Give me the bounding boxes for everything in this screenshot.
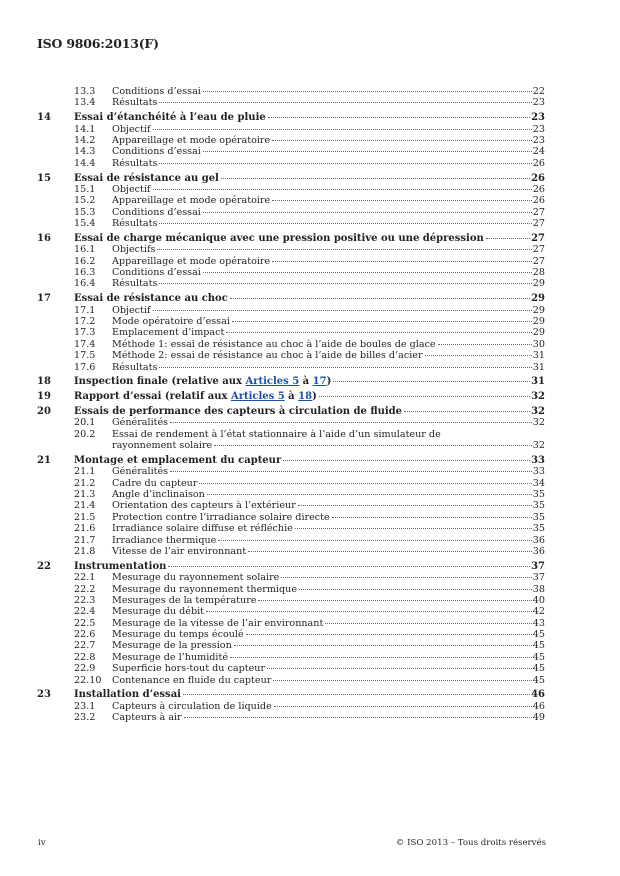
toc-entry-18[interactable] <box>37 376 545 387</box>
toc-entry-number: 22 <box>37 560 51 572</box>
dot-leader <box>159 283 531 284</box>
dot-leader <box>159 223 531 224</box>
dot-leader <box>203 272 532 273</box>
toc-entry-title: Mode opératoire d’essai <box>112 315 230 327</box>
toc-entry-page: 32 <box>532 417 545 429</box>
toc-entry-page: 36 <box>532 534 545 546</box>
toc-entry-number: 17.2 <box>74 315 96 327</box>
toc-entry-title: Mesurage du rayonnement thermique <box>112 583 298 595</box>
toc-entry-22-3[interactable] <box>37 595 545 606</box>
dot-leader <box>234 645 532 646</box>
toc-entry-number: 23.2 <box>74 712 96 724</box>
table-of-contents <box>37 86 545 724</box>
toc-entry-page: 29 <box>532 327 545 339</box>
toc-entry-16-2[interactable] <box>37 256 545 267</box>
toc-entry-page: 29 <box>531 293 545 305</box>
dot-leader <box>183 694 530 695</box>
toc-entry-14-3[interactable] <box>37 146 545 157</box>
dot-leader <box>267 668 532 669</box>
toc-entry-number: 22.1 <box>74 572 96 584</box>
toc-entry-title: Conditions d’essai <box>112 146 201 158</box>
toc-entry-page: 27 <box>531 232 545 244</box>
toc-entry-page: 32 <box>531 405 545 417</box>
toc-entry-number: 15 <box>37 172 51 184</box>
dot-leader <box>230 298 530 299</box>
dot-leader <box>153 310 532 311</box>
dot-leader <box>157 249 531 250</box>
dot-leader <box>273 680 531 681</box>
dot-leader <box>248 551 532 552</box>
toc-entry-22-6[interactable] <box>37 629 545 640</box>
toc-entry-13-4[interactable] <box>37 97 545 108</box>
toc-entry-page: 26 <box>532 195 545 207</box>
dot-leader <box>283 460 530 461</box>
toc-entry-15-4[interactable] <box>37 218 545 229</box>
toc-entry-22-2[interactable] <box>37 584 545 595</box>
toc-entry-19[interactable] <box>37 391 545 402</box>
link-article-18[interactable]: 18 <box>298 391 313 403</box>
toc-entry-17-3[interactable] <box>37 327 545 338</box>
link-article-5[interactable]: Articles 5 <box>230 391 285 403</box>
toc-entry-page: 27 <box>532 244 545 256</box>
toc-entry-page: 22 <box>532 86 545 97</box>
toc-entry-22-4[interactable] <box>37 606 545 617</box>
toc-entry-number: 22.9 <box>74 663 96 675</box>
toc-entry-number: 22.4 <box>74 606 96 618</box>
dot-leader <box>295 528 532 529</box>
toc-entry-page: 23 <box>532 134 545 146</box>
toc-entry-page: 45 <box>532 640 545 652</box>
dot-leader <box>332 517 532 518</box>
toc-entry-page: 45 <box>532 663 545 675</box>
toc-entry-title: Emplacement d’impact <box>112 327 225 339</box>
toc-entry-page: 31 <box>531 376 545 388</box>
dot-leader <box>486 238 530 239</box>
dot-leader <box>206 611 532 612</box>
toc-entry-21-7[interactable] <box>37 535 545 546</box>
dot-leader <box>232 321 532 322</box>
dot-leader <box>425 355 532 356</box>
toc-entry-title: Mesurage du rayonnement solaire <box>112 572 280 584</box>
dot-leader <box>404 411 530 412</box>
toc-entry-title: Mesurage de la vitesse de l’air environnant <box>112 617 324 629</box>
toc-entry-21-6[interactable] <box>37 523 545 534</box>
toc-entry-title-line1: Essai de rendement à l’état stationnaire à l’aide d’un simulateur de <box>112 428 441 440</box>
toc-entry-21-4[interactable] <box>37 500 545 511</box>
dot-leader <box>214 445 532 446</box>
toc-entry-title-line2: rayonnement solaire <box>112 440 213 452</box>
toc-entry-number: 17 <box>37 293 51 305</box>
toc-entry-title: Mesurage du débit <box>112 606 205 618</box>
toc-entry-number: 17.6 <box>74 361 96 373</box>
toc-entry-title: Résultats <box>112 278 158 290</box>
toc-entry-14[interactable] <box>37 112 545 123</box>
toc-entry-page: 29 <box>532 304 545 316</box>
toc-entry-21-2[interactable] <box>37 478 545 489</box>
dot-leader <box>246 634 532 635</box>
toc-entry-title: Appareillage et mode opératoire <box>112 134 271 146</box>
toc-entry-number: 23 <box>37 689 51 701</box>
toc-entry-number: 21.4 <box>74 500 96 512</box>
dot-leader <box>153 129 532 130</box>
toc-entry-page: 31 <box>532 350 545 362</box>
dot-leader <box>325 623 531 624</box>
toc-entry-number: 15.2 <box>74 195 96 207</box>
toc-entry-page: 45 <box>532 674 545 686</box>
toc-entry-page: 23 <box>531 112 545 124</box>
toc-entry-number: 21.5 <box>74 511 96 523</box>
toc-entry-page: 24 <box>532 146 545 158</box>
dot-leader <box>272 140 532 141</box>
toc-entry-page: 33 <box>532 466 545 478</box>
dot-leader <box>272 261 532 262</box>
toc-entry-page: 35 <box>532 511 545 523</box>
toc-entry-number: 21.3 <box>74 489 96 501</box>
toc-entry-number: 22.6 <box>74 629 96 641</box>
toc-entry-16-1[interactable] <box>37 244 545 255</box>
toc-entry-title: Objectifs <box>112 244 156 256</box>
toc-entry-number: 21.1 <box>74 466 96 478</box>
toc-entry-number: 23.1 <box>74 700 96 712</box>
page-number: iv <box>38 838 46 848</box>
toc-entry-title: Généralités <box>112 466 169 478</box>
toc-entry-22[interactable] <box>37 561 545 572</box>
toc-entry-number: 13.3 <box>74 86 96 97</box>
dot-leader <box>272 200 532 201</box>
toc-entry-page: 30 <box>532 338 545 350</box>
toc-entry-title: Essai d’étanchéité à l’eau de pluie <box>74 112 266 124</box>
toc-entry-number: 14 <box>37 112 51 124</box>
toc-entry-number: 15.1 <box>74 183 96 195</box>
toc-entry-number: 17.4 <box>74 338 96 350</box>
toc-entry-number: 22.10 <box>74 674 102 686</box>
dot-leader <box>298 505 532 506</box>
toc-entry-number: 21.7 <box>74 534 96 546</box>
dot-leader <box>258 600 531 601</box>
toc-entry-number: 16 <box>37 232 51 244</box>
dot-leader <box>218 540 531 541</box>
dot-leader <box>170 471 532 472</box>
toc-entry-20-1[interactable] <box>37 417 545 428</box>
toc-entry-17[interactable] <box>37 293 545 304</box>
toc-entry-page: 49 <box>532 712 545 724</box>
toc-entry-title: Irradiance solaire diffuse et réfléchie <box>112 523 293 535</box>
toc-entry-title: Généralités <box>112 417 169 429</box>
dot-leader <box>203 151 532 152</box>
toc-entry-number: 14.4 <box>74 157 96 169</box>
toc-entry-22-10[interactable] <box>37 675 545 686</box>
toc-entry-page: 28 <box>532 267 545 279</box>
toc-entry-17-1[interactable] <box>37 305 545 316</box>
toc-entry-title: Irradiance thermique <box>112 534 217 546</box>
toc-entry-title: Conditions d’essai <box>112 86 201 97</box>
toc-entry-title: Méthode 2: essai de résistance au choc à l’aide de billes d’acier <box>112 350 423 362</box>
toc-entry-15[interactable] <box>37 173 545 184</box>
toc-entry-title: Mesurages de la température <box>112 594 257 606</box>
toc-entry-15-3[interactable] <box>37 207 545 218</box>
toc-entry-17-4[interactable] <box>37 339 545 350</box>
toc-entry-22-8[interactable] <box>37 652 545 663</box>
toc-entry-number: 17.5 <box>74 350 96 362</box>
toc-entry-title: Résultats <box>112 218 158 230</box>
toc-entry-title: Conditions d’essai <box>112 206 201 218</box>
dot-leader <box>319 396 530 397</box>
toc-entry-17-2[interactable] <box>37 316 545 327</box>
toc-entry-number: 22.3 <box>74 594 96 606</box>
toc-entry-page: 35 <box>532 523 545 535</box>
toc-entry-title: Capteurs à circulation de liquide <box>112 700 272 712</box>
toc-entry-page: 26 <box>532 183 545 195</box>
toc-entry-title: Inspection finale (relative aux Articles 5 à 17) <box>74 376 332 388</box>
toc-entry-page: 31 <box>532 361 545 373</box>
toc-entry-page: 45 <box>532 629 545 641</box>
dot-leader <box>159 102 531 103</box>
toc-entry-14-4[interactable] <box>37 158 545 169</box>
toc-entry-title: Essai de résistance au gel <box>74 172 219 184</box>
toc-entry-title: Conditions d’essai <box>112 267 201 279</box>
toc-entry-number: 15.4 <box>74 218 96 230</box>
toc-entry-21-5[interactable] <box>37 512 545 523</box>
toc-entry-16-3[interactable] <box>37 267 545 278</box>
toc-entry-14-1[interactable] <box>37 124 545 135</box>
toc-entry-title: Appareillage et mode opératoire <box>112 255 271 267</box>
toc-entry-14-2[interactable] <box>37 135 545 146</box>
toc-entry-page: 36 <box>532 545 545 557</box>
toc-entry-title: Essai de résistance au choc <box>74 293 228 305</box>
toc-entry-23-1[interactable] <box>37 701 545 712</box>
toc-entry-number: 16.1 <box>74 244 96 256</box>
document-id-header: ISO 9806:2013(F) <box>37 36 159 51</box>
toc-entry-number: 16.3 <box>74 267 96 279</box>
toc-entry-page: 27 <box>532 206 545 218</box>
toc-entry-title: Angle d’inclinaison <box>112 489 205 501</box>
toc-entry-16-4[interactable] <box>37 278 545 289</box>
toc-entry-page: 26 <box>531 172 545 184</box>
toc-entry-title: Objectif <box>112 183 151 195</box>
toc-entry-21-8[interactable] <box>37 546 545 557</box>
toc-entry-20[interactable] <box>37 406 545 417</box>
toc-entry-page: 46 <box>532 700 545 712</box>
toc-entry-title: Capteurs à air <box>112 712 182 724</box>
dot-leader <box>159 163 531 164</box>
toc-entry-title: Instrumentation <box>74 560 167 572</box>
toc-entry-number: 16.4 <box>74 278 96 290</box>
dot-leader <box>333 381 530 382</box>
toc-entry-title: Résultats <box>112 361 158 373</box>
toc-entry-page: 46 <box>531 689 545 701</box>
toc-entry-page: 23 <box>532 123 545 135</box>
toc-entry-page: 26 <box>532 157 545 169</box>
toc-entry-number: 16.2 <box>74 255 96 267</box>
toc-entry-page: 37 <box>531 560 545 572</box>
dot-leader <box>170 422 532 423</box>
dot-leader <box>199 483 531 484</box>
toc-entry-15-1[interactable] <box>37 184 545 195</box>
toc-entry-number: 22.8 <box>74 651 96 663</box>
toc-entry-21[interactable] <box>37 455 545 466</box>
toc-entry-20-2[interactable] <box>37 429 545 440</box>
toc-entry-page: 35 <box>532 489 545 501</box>
toc-entry-title: Mesurage du temps écoulé <box>112 629 244 641</box>
toc-entry-title: Montage et emplacement du capteur <box>74 454 282 466</box>
toc-entry-13-3[interactable] <box>37 86 545 97</box>
toc-entry-page: 32 <box>531 391 545 403</box>
dot-leader <box>230 657 532 658</box>
toc-entry-number: 21 <box>37 454 51 466</box>
toc-entry-title: Contenance en fluide du capteur <box>112 674 272 686</box>
toc-entry-title: Mesurage de l’humidité <box>112 651 229 663</box>
dot-leader <box>203 212 532 213</box>
toc-entry-22-1[interactable] <box>37 572 545 583</box>
toc-entry-20-2-continued[interactable] <box>37 440 545 451</box>
toc-entry-page: 27 <box>532 255 545 267</box>
toc-entry-number: 17.1 <box>74 304 96 316</box>
toc-entry-page: 29 <box>532 278 545 290</box>
toc-entry-page: 35 <box>532 500 545 512</box>
toc-entry-16[interactable] <box>37 233 545 244</box>
link-article-5[interactable]: Articles 5 <box>245 376 300 388</box>
toc-entry-title: Protection contre l’irradiance solaire directe <box>112 511 330 523</box>
toc-entry-21-3[interactable] <box>37 489 545 500</box>
toc-entry-23-2[interactable] <box>37 712 545 723</box>
toc-entry-title: Résultats <box>112 157 158 169</box>
toc-entry-page: 32 <box>532 440 545 452</box>
toc-entry-title: Installation d’essai <box>74 689 181 701</box>
toc-entry-number: 22.7 <box>74 640 96 652</box>
toc-entry-page: 42 <box>532 606 545 618</box>
toc-entry-number: 21.6 <box>74 523 96 535</box>
toc-entry-number: 14.3 <box>74 146 96 158</box>
toc-entry-title: Résultats <box>112 97 158 109</box>
dot-leader <box>281 577 531 578</box>
dot-leader <box>299 589 532 590</box>
dot-leader <box>268 117 530 118</box>
dot-leader <box>221 178 530 179</box>
toc-entry-title: Vitesse de l’air environnant <box>112 545 247 557</box>
dot-leader <box>226 332 531 333</box>
toc-entry-22-9[interactable] <box>37 663 545 674</box>
toc-entry-number: 21.8 <box>74 545 96 557</box>
toc-entry-number: 18 <box>37 376 51 388</box>
toc-entry-title: Objectif <box>112 304 151 316</box>
toc-entry-number: 22.2 <box>74 583 96 595</box>
toc-entry-page: 23 <box>532 97 545 109</box>
toc-entry-number: 13.4 <box>74 97 96 109</box>
toc-entry-number: 21.2 <box>74 477 96 489</box>
toc-entry-number: 14.2 <box>74 134 96 146</box>
toc-entry-title: Essais de performance des capteurs à circulation de fluide <box>74 405 403 417</box>
toc-entry-number: 17.3 <box>74 327 96 339</box>
toc-entry-number: 19 <box>37 391 51 403</box>
toc-entry-title: Superficie hors-tout du capteur <box>112 663 266 675</box>
toc-entry-page: 38 <box>532 583 545 595</box>
toc-entry-17-6[interactable] <box>37 362 545 373</box>
toc-entry-title: Essai de charge mécanique avec une pression positive ou une dépression <box>74 232 484 244</box>
toc-entry-page: 40 <box>532 594 545 606</box>
toc-entry-page: 29 <box>532 315 545 327</box>
toc-entry-17-5[interactable] <box>37 350 545 361</box>
toc-entry-number: 20.1 <box>74 417 96 429</box>
dot-leader <box>438 344 532 345</box>
toc-entry-title: Objectif <box>112 123 151 135</box>
dot-leader <box>168 566 530 567</box>
toc-entry-21-1[interactable] <box>37 466 545 477</box>
toc-entry-22-5[interactable] <box>37 618 545 629</box>
link-article-17[interactable]: 17 <box>312 376 327 388</box>
toc-entry-number: 20 <box>37 405 51 417</box>
toc-entry-number: 15.3 <box>74 206 96 218</box>
toc-entry-page: 33 <box>531 454 545 466</box>
toc-entry-page: 43 <box>532 617 545 629</box>
toc-entry-22-7[interactable] <box>37 640 545 651</box>
dot-leader <box>274 706 532 707</box>
toc-entry-15-2[interactable] <box>37 195 545 206</box>
dot-leader <box>153 189 532 190</box>
toc-entry-title: Cadre du capteur <box>112 477 198 489</box>
toc-entry-page: 34 <box>532 477 545 489</box>
dot-leader <box>159 367 531 368</box>
toc-entry-page: 45 <box>532 651 545 663</box>
toc-entry-title: Rapport d’essai (relatif aux Articles 5 à 18) <box>74 391 317 403</box>
toc-entry-title: Orientation des capteurs à l’extérieur <box>112 500 296 512</box>
toc-entry-title: Méthode 1: essai de résistance au choc à l’aide de boules de glace <box>112 338 436 350</box>
toc-entry-number: 14.1 <box>74 123 96 135</box>
toc-entry-number: 20.2 <box>74 428 96 440</box>
toc-entry-number: 22.5 <box>74 617 96 629</box>
toc-entry-title: Mesurage de la pression <box>112 640 232 652</box>
dot-leader <box>207 494 532 495</box>
toc-entry-page: 37 <box>532 572 545 584</box>
toc-entry-title: Appareillage et mode opératoire <box>112 195 271 207</box>
dot-leader <box>203 91 532 92</box>
toc-entry-page: 27 <box>532 218 545 230</box>
toc-entry-23[interactable] <box>37 689 545 700</box>
copyright-notice: © ISO 2013 – Tous droits réservés <box>395 838 546 848</box>
dot-leader <box>184 717 532 718</box>
